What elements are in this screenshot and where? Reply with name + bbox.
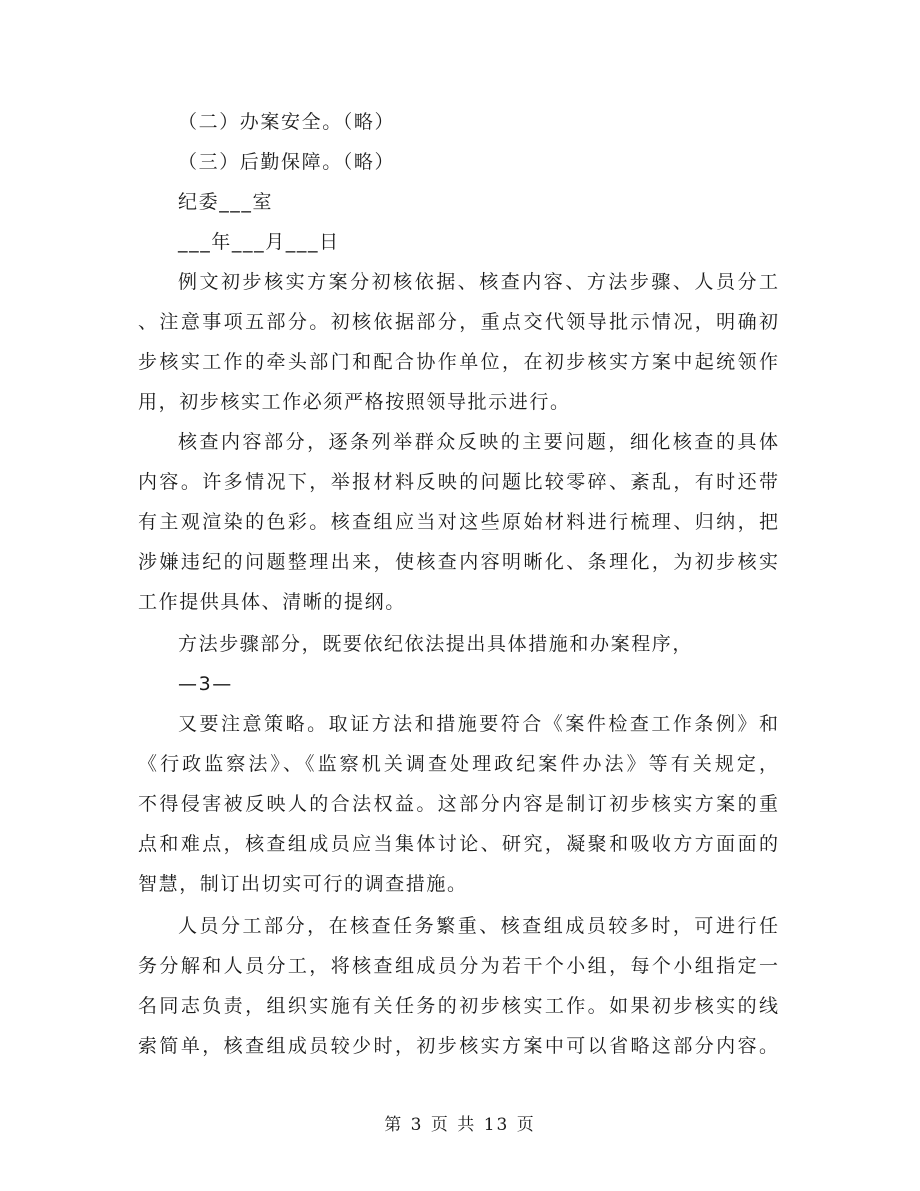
paragraph-line: 名同志负责，组织实施有关任务的初步核实工作。如果初步核实的线	[138, 995, 778, 1017]
paragraph-line: 务分解和人员分工，将核查组成员分为若干个小组，每个小组指定一	[138, 955, 778, 977]
paragraph-line: 不得侵害被反映人的合法权益。这部分内容是制订初步核实方案的重	[138, 793, 778, 815]
paragraph-line: 智慧，制订出切实可行的调查措施。	[138, 873, 468, 895]
paragraph-line: 索简单，核查组成员较少时，初步核实方案中可以省略这部分内容。	[138, 1035, 778, 1057]
paragraph-line: 、注意事项五部分。初核依据部分，重点交代领导批示情况，明确初	[138, 311, 778, 333]
paragraph-line: 用，初步核实工作必须严格按照领导批示进行。	[138, 391, 571, 413]
paragraph-line: 步核实工作的牵头部门和配合协作单位，在初步核实方案中起统领作	[138, 351, 778, 373]
paragraph-line: 人员分工部分，在核查任务繁重、核查组成员较多时，可进行任	[178, 915, 778, 937]
paragraph-line: 《行政监察法》、《监察机关调查处理政纪案件办法》等有关规定，	[138, 753, 778, 775]
text-line: （二）办案安全。（略）	[178, 111, 396, 133]
text-line: ___年___月___日	[178, 231, 340, 253]
page-number-footer: 第 3 页 共 13 页	[384, 1115, 536, 1135]
paragraph-line: 方法步骤部分，既要依纪依法提出具体措施和办案程序，	[178, 633, 694, 655]
paragraph-line: 点和难点，核查组成员应当集体讨论、研究，凝聚和吸收方方面面的	[138, 833, 778, 855]
paragraph-line: 工作提供具体、清晰的提纲。	[138, 591, 406, 613]
paragraph-line: 核查内容部分，逐条列举群众反映的主要问题，细化核查的具体	[178, 431, 778, 453]
text-line: 纪委___室	[178, 191, 274, 213]
inline-page-marker: —3—	[178, 673, 233, 695]
paragraph-line: 涉嫌违纪的问题整理出来，使核查内容明晰化、条理化，为初步核实	[138, 551, 778, 573]
paragraph-line: 又要注意策略。取证方法和措施要符合《案件检查工作条例》和	[178, 713, 778, 735]
paragraph-line: 内容。许多情况下，举报材料反映的问题比较零碎、紊乱，有时还带	[138, 471, 778, 493]
paragraph-line: 例文初步核实方案分初核依据、核查内容、方法步骤、人员分工	[178, 271, 778, 293]
paragraph-line: 有主观渲染的色彩。核查组应当对这些原始材料进行梳理、归纳，把	[138, 511, 778, 533]
text-line: （三）后勤保障。（略）	[178, 151, 396, 173]
